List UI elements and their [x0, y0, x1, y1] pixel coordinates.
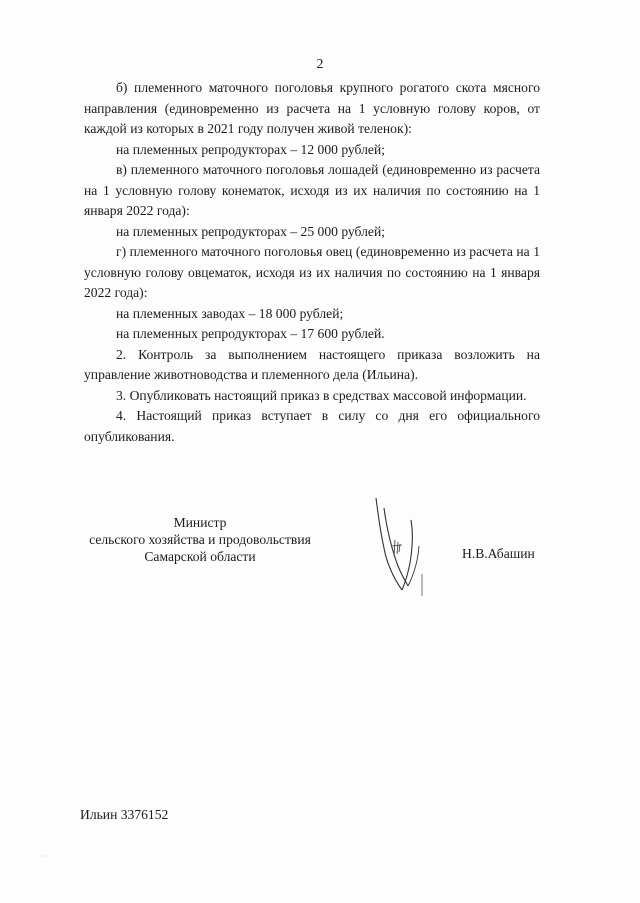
- paragraph-horse-subsidy: в) племенного маточного поголовья лошадей (единовременно из расчета на 1 условную голову конематок, исходя из их наличия по состоянию на 1 января 2022 года):: [84, 162, 540, 218]
- paragraph-effective-clause: 4. Настоящий приказ вступает в силу со дня его официального опубликования.: [84, 408, 540, 444]
- paragraph-publish-clause: 3. Опубликовать настоящий приказ в средствах массовой информации.: [116, 387, 527, 403]
- signatory-name: Н.В.Абашин: [462, 546, 535, 561]
- signatory-ministry: сельского хозяйства и продовольствия: [89, 532, 311, 547]
- rate-horse-reproducers: на племенных репродукторах – 25 000 рублей;: [116, 223, 386, 239]
- signatory-region: Самарской области: [144, 549, 256, 564]
- executor-note: Ильин 3376152: [80, 807, 169, 822]
- rate-cattle-reproducers: на племенных репродукторах – 12 000 рублей;: [116, 141, 386, 157]
- signatory-position: [82, 514, 318, 565]
- order-body-text: [84, 78, 540, 447]
- rate-sheep-breeding-plants: на племенных заводах – 18 000 рублей;: [116, 305, 344, 321]
- scan-speck: · ·: [40, 852, 48, 861]
- paragraph-sheep-subsidy: г) племенного маточного поголовья овец (единовременно из расчета на 1 условную голову овцематок, исходя из их наличия по состоянию на 1 января 2022 года):: [84, 244, 540, 300]
- paragraph-cattle-subsidy: б) племенного маточного поголовья крупного рогатого скота мясного направления (единовременно из расчета на 1 условную голову коров, от каждой из которых в 2021 году получен живой теленок):: [84, 80, 540, 136]
- page-number: 2: [316, 57, 324, 72]
- handwritten-signature: [362, 490, 432, 600]
- signatory-title: Министр: [173, 515, 227, 530]
- paragraph-control-clause: 2. Контроль за выполнением настоящего приказа возложить на управление животноводства и племенного дела (Ильина).: [84, 346, 540, 382]
- rate-sheep-reproducers: на племенных репродукторах – 17 600 рублей.: [116, 326, 385, 341]
